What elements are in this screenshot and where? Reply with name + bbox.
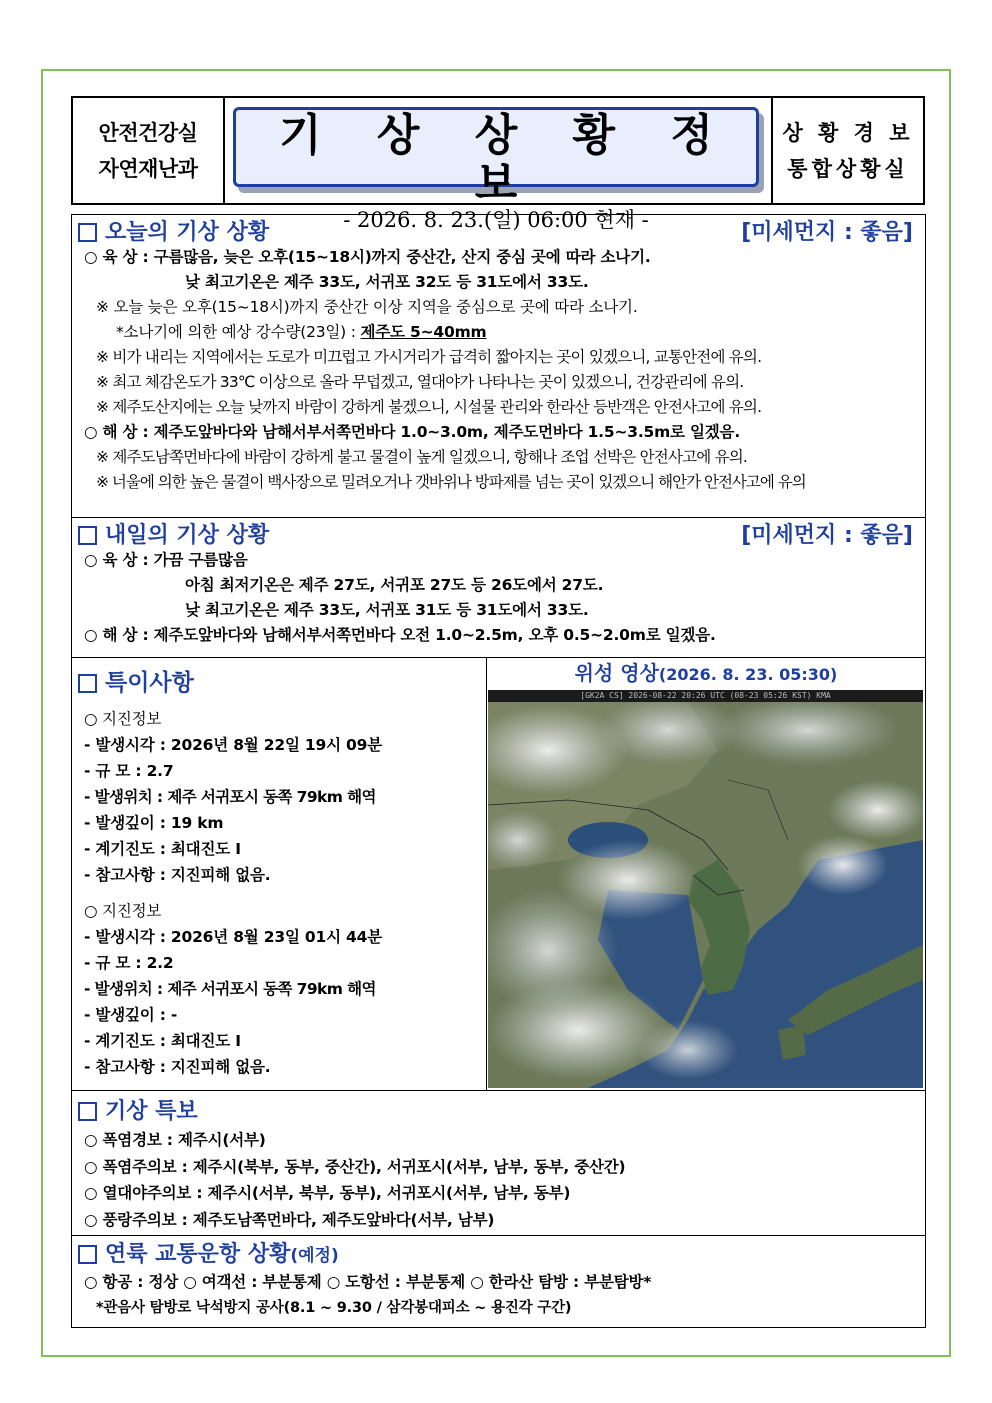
today-rain-label: *소나기에 의한 예상 강수량(23일) : — [116, 323, 361, 341]
tomorrow-heading — [72, 518, 925, 548]
satellite-map-graphic — [488, 690, 923, 1088]
eq2-head: ○ 지진정보 — [84, 902, 162, 920]
tomorrow-dust-status: [미세먼지 : 좋음] — [741, 522, 913, 548]
warning-item-wind-wave: ○ 풍랑주의보 : 제주도남쪽먼바다, 제주도앞바다(서부, 남부) — [84, 1210, 495, 1229]
transport-title-suffix: (예정) — [290, 1245, 339, 1266]
tomorrow-title: 내일의 기상 상황 — [105, 522, 270, 548]
eq1-scale: - 규 모 : 2.7 — [84, 762, 174, 780]
eq2-reference: - 참고사항 : 지진피해 없음. — [84, 1058, 271, 1076]
eq1-head: ○ 지진정보 — [84, 710, 162, 728]
today-weather-section — [71, 214, 926, 518]
transport-section — [71, 1236, 926, 1328]
eq1-depth: - 발생깊이 : 19 km — [84, 814, 224, 832]
satellite-section — [487, 658, 926, 1091]
today-note6: ※ 너울에 의한 높은 물결이 백사장으로 밀려오거나 갯바위나 방파제를 넘는 곳이 있겠으니 해안가 안전사고에 유의 — [96, 473, 806, 491]
eq1-reference: - 참고사항 : 지진피해 없음. — [84, 866, 271, 884]
department-box — [73, 98, 225, 203]
office-line1: 상 황 경 보 — [782, 120, 914, 145]
tomorrow-land-line1: 가끔 구름많음 — [153, 551, 248, 569]
eq1-intensity: - 계기진도 : 최대진도 Ⅰ — [84, 840, 241, 858]
today-land-line1: 구름많음, 늦은 오후(15~18시)까지 중산간, 산지 중심 곳에 따라 소나기. — [153, 248, 651, 266]
today-note1: ※ 오늘 늦은 오후(15~18시)까지 중산간 이상 지역을 중심으로 곳에 따라 소나기. — [96, 298, 638, 316]
today-note4: ※ 제주도산지에는 오늘 낮까지 바람이 강하게 불겠으니, 시설물 관리와 한라산 등반객은 안전사고에 유의. — [96, 398, 762, 416]
warnings-heading — [72, 1091, 925, 1127]
today-rain-value: 제주도 5~40mm — [360, 323, 487, 341]
page-title: 기 상 상 황 정 보 — [279, 110, 733, 209]
today-note3: ※ 최고 체감온도가 33℃ 이상으로 올라 무덥겠고, 열대야가 나타나는 곳이 있겠으니, 건강관리에 유의. — [96, 373, 744, 391]
weather-warnings-section — [71, 1091, 926, 1236]
tomorrow-land-label: ○ 육 상 : — [84, 551, 149, 569]
today-rain — [72, 320, 925, 345]
transport-status: ○ 항공 : 정상 ○ 여객선 : 부분통제 ○ 도항선 : 부분통제 ○ 한라산 탐방 : 부분탐방* — [84, 1273, 652, 1291]
checkbox-square-icon — [78, 1245, 97, 1264]
today-land — [72, 245, 925, 270]
today-note5: ※ 제주도남쪽먼바다에 바람이 강하게 불고 물결이 높게 일겠으니, 항해나 조업 선박은 안전사고에 유의. — [96, 448, 748, 466]
department-line1: 안전건강실 — [98, 120, 198, 145]
department-line2: 자연재난과 — [98, 156, 198, 181]
eq2-depth: - 발생깊이 : - — [84, 1006, 178, 1024]
checkbox-square-icon — [78, 526, 97, 545]
eq2-time: - 발생시각 : 2026년 8월 23일 01시 44분 — [84, 928, 382, 946]
satellite-heading — [487, 658, 925, 690]
special-heading — [72, 658, 486, 702]
eq2-intensity: - 계기진도 : 최대진도 Ⅰ — [84, 1032, 241, 1050]
eq2-location: - 발생위치 : 제주 서귀포시 동쪽 79km 해역 — [84, 980, 376, 998]
tomorrow-land — [72, 548, 925, 573]
transport-note: *관음사 탐방로 낙석방지 공사(8.1 ~ 9.30 / 삼각봉대피소 ~ 용진각 구간) — [96, 1300, 572, 1316]
special-notes-section — [71, 658, 487, 1091]
tomorrow-weather-section — [71, 518, 926, 658]
earthquake-block-1 — [72, 702, 486, 888]
tomorrow-sea: ○ 해 상 : 제주도앞바다와 남해서부서쪽먼바다 오전 1.0~2.5m, 오후 0.5~2.0m로 일겠음. — [84, 626, 716, 644]
report-date: - 2026. 8. 23.(일) 06:00 현재 - — [343, 208, 649, 232]
today-land-line2: 낮 최고기온은 제주 33도, 서귀포 32도 등 31도에서 33도. — [185, 273, 589, 291]
eq1-location: - 발생위치 : 제주 서귀포시 동쪽 79km 해역 — [84, 788, 376, 806]
office-box — [771, 98, 923, 203]
checkbox-square-icon — [78, 1102, 97, 1121]
warnings-title: 기상 특보 — [105, 1098, 198, 1124]
today-dust-status: [미세먼지 : 좋음] — [741, 219, 913, 245]
today-sea: ○ 해 상 : 제주도앞바다와 남해서부서쪽먼바다 1.0~3.0m, 제주도먼바다 1.5~3.5m로 일겠음. — [84, 423, 741, 441]
eq1-time: - 발생시각 : 2026년 8월 22일 19시 09분 — [84, 736, 382, 754]
warning-item-heat: ○ 폭염경보 : 제주시(서부) — [84, 1131, 266, 1149]
satellite-image — [488, 690, 923, 1088]
transport-heading — [72, 1236, 925, 1268]
title-box — [233, 107, 759, 232]
eq2-scale: - 규 모 : 2.2 — [84, 954, 174, 972]
transport-title: 연륙 교통운항 상황 — [105, 1241, 291, 1267]
tomorrow-land-line2: 아침 최저기온은 제주 27도, 서귀포 27도 등 26도에서 27도. — [185, 576, 604, 594]
today-title: 오늘의 기상 상황 — [105, 219, 270, 245]
satellite-time: (2026. 8. 23. 05:30) — [658, 665, 838, 684]
today-heading — [72, 215, 925, 245]
satellite-caption: [GK2A CS] 2026-08-22 20:26 UTC (08-23 05:26 KST) KMA — [488, 690, 923, 702]
special-title: 특이사항 — [105, 669, 194, 696]
earthquake-block-2 — [72, 888, 486, 1080]
office-line2: 통합상황실 — [787, 156, 909, 181]
warning-item-heat-advisory: ○ 폭염주의보 : 제주시(북부, 동부, 중산간), 서귀포시(서부, 남부, 동부, 중산간) — [84, 1157, 626, 1176]
checkbox-square-icon — [78, 223, 97, 242]
checkbox-square-icon — [78, 674, 97, 693]
warning-item-tropical-night: ○ 열대야주의보 : 제주시(서부, 북부, 동부), 서귀포시(서부, 남부, 동부) — [84, 1184, 571, 1202]
tomorrow-land-line3: 낮 최고기온은 제주 33도, 서귀포 31도 등 31도에서 33도. — [185, 601, 589, 619]
satellite-title: 위성 영상 — [574, 661, 659, 685]
today-land-label: ○ 육 상 : — [84, 248, 149, 266]
today-note2: ※ 비가 내리는 지역에서는 도로가 미끄럽고 가시거리가 급격히 짧아지는 곳이 있겠으니, 교통안전에 유의. — [96, 348, 762, 366]
